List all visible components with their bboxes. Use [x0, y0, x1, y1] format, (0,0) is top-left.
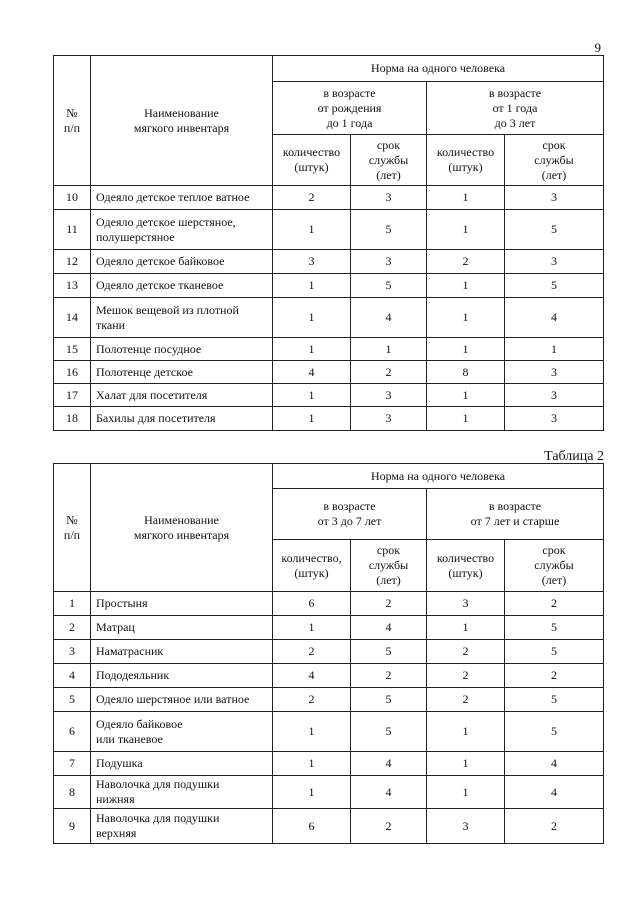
service-life-cell: 5 [505, 274, 604, 298]
item-name: Одеяло детское байковое [91, 250, 273, 274]
service-life-cell: 4 [351, 776, 427, 809]
column-header-age-group-2: в возрасте от 1 года до 3 лет [427, 82, 604, 135]
row-number: 7 [54, 752, 91, 776]
row-number: 15 [54, 338, 91, 361]
row-number: 3 [54, 640, 91, 664]
service-life-cell: 3 [505, 250, 604, 274]
quantity-cell: 1 [273, 298, 351, 338]
quantity-cell: 3 [273, 250, 351, 274]
service-life-cell: 4 [505, 776, 604, 809]
service-life-cell: 2 [505, 664, 604, 688]
service-life-cell: 3 [505, 186, 604, 210]
item-name: Матрац [91, 616, 273, 640]
quantity-cell: 1 [273, 616, 351, 640]
table-row [54, 210, 604, 250]
column-header-age-group-1: в возрасте от рождения до 1 года [273, 82, 427, 135]
item-name: Полотенце посудное [91, 338, 273, 361]
quantity-cell: 8 [427, 361, 505, 384]
service-life-cell: 3 [351, 384, 427, 407]
service-life-cell: 5 [351, 210, 427, 250]
table-row [54, 384, 604, 407]
item-name: Наматрасник [91, 640, 273, 664]
service-life-cell: 2 [351, 809, 427, 844]
service-life-cell: 2 [505, 592, 604, 616]
quantity-cell: 1 [427, 712, 505, 752]
quantity-cell: 1 [427, 210, 505, 250]
service-life-cell: 2 [351, 592, 427, 616]
service-life-cell: 4 [505, 298, 604, 338]
row-number: 6 [54, 712, 91, 752]
table-row [54, 338, 604, 361]
service-life-cell: 4 [351, 298, 427, 338]
quantity-cell: 3 [427, 592, 505, 616]
quantity-cell: 1 [273, 338, 351, 361]
service-life-cell: 5 [505, 616, 604, 640]
service-life-cell: 5 [505, 712, 604, 752]
service-life-cell: 2 [351, 664, 427, 688]
service-life-cell: 4 [351, 616, 427, 640]
item-name: Полотенце детское [91, 361, 273, 384]
inventory-table-2 [53, 463, 604, 844]
quantity-cell: 1 [427, 407, 505, 431]
table-row [54, 688, 604, 712]
table-row [54, 361, 604, 384]
row-number: 11 [54, 210, 91, 250]
table-row [54, 274, 604, 298]
quantity-cell: 4 [273, 664, 351, 688]
table-row [54, 776, 604, 809]
quantity-cell: 2 [427, 640, 505, 664]
service-life-cell: 3 [351, 250, 427, 274]
item-name: Бахилы для посетителя [91, 407, 273, 431]
row-number: 14 [54, 298, 91, 338]
service-life-cell: 3 [351, 407, 427, 431]
item-name: Простыня [91, 592, 273, 616]
table-caption: Таблица 2 [544, 449, 604, 464]
service-life-cell: 5 [505, 640, 604, 664]
item-name: Мешок вещевой из плотной ткани [91, 298, 273, 338]
service-life-cell: 5 [351, 274, 427, 298]
quantity-cell: 4 [273, 361, 351, 384]
service-life-cell: 4 [351, 752, 427, 776]
item-name: Наволочка для подушки нижняя [91, 776, 273, 809]
column-header-service-life: срок службы (лет) [351, 540, 427, 592]
column-header-age-group-1: в возрасте от 3 до 7 лет [273, 489, 427, 540]
row-number: 1 [54, 592, 91, 616]
service-life-cell: 3 [505, 384, 604, 407]
quantity-cell: 1 [427, 186, 505, 210]
item-name: Подушка [91, 752, 273, 776]
quantity-cell: 6 [273, 592, 351, 616]
row-number: 16 [54, 361, 91, 384]
table-row [54, 809, 604, 844]
table-row [54, 616, 604, 640]
item-name: Одеяло детское шерстяное, полушерстяное [91, 210, 273, 250]
quantity-cell: 1 [273, 752, 351, 776]
quantity-cell: 1 [427, 274, 505, 298]
row-number: 13 [54, 274, 91, 298]
quantity-cell: 2 [427, 250, 505, 274]
service-life-cell: 5 [351, 688, 427, 712]
service-life-cell: 5 [351, 640, 427, 664]
column-header-item-name: Наименование мягкого инвентаря [91, 56, 273, 186]
quantity-cell: 1 [273, 407, 351, 431]
table-row [54, 664, 604, 688]
column-header-number: № п/п [54, 464, 91, 592]
column-header-quantity: количество (штук) [427, 540, 505, 592]
table-2-header [54, 464, 604, 592]
service-life-cell: 2 [505, 809, 604, 844]
service-life-cell: 4 [505, 752, 604, 776]
quantity-cell: 1 [427, 338, 505, 361]
page-number: 9 [594, 40, 601, 55]
row-number: 2 [54, 616, 91, 640]
table-row [54, 407, 604, 431]
quantity-cell: 1 [427, 776, 505, 809]
item-name: Халат для посетителя [91, 384, 273, 407]
quantity-cell: 2 [273, 640, 351, 664]
service-life-cell: 3 [505, 361, 604, 384]
table-row [54, 712, 604, 752]
quantity-cell: 3 [427, 809, 505, 844]
item-name: Одеяло байковое или тканевое [91, 712, 273, 752]
service-life-cell: 2 [351, 361, 427, 384]
quantity-cell: 6 [273, 809, 351, 844]
service-life-cell: 1 [351, 338, 427, 361]
column-header-norm: Норма на одного человека [273, 56, 604, 82]
quantity-cell: 1 [273, 384, 351, 407]
row-number: 5 [54, 688, 91, 712]
column-header-quantity: количество, (штук) [273, 540, 351, 592]
column-header-quantity: количество (штук) [273, 135, 351, 186]
column-header-service-life: срок службы (лет) [351, 135, 427, 186]
column-header-service-life: срок службы (лет) [505, 135, 604, 186]
quantity-cell: 1 [427, 384, 505, 407]
service-life-cell: 3 [505, 407, 604, 431]
quantity-cell: 1 [427, 298, 505, 338]
service-life-cell: 5 [351, 712, 427, 752]
service-life-cell: 5 [505, 688, 604, 712]
quantity-cell: 2 [273, 186, 351, 210]
row-number: 9 [54, 809, 91, 844]
item-name: Одеяло детское теплое ватное [91, 186, 273, 210]
row-number: 4 [54, 664, 91, 688]
inventory-table-1 [53, 55, 604, 431]
column-header-number: № п/п [54, 56, 91, 186]
column-header-service-life: срок службы (лет) [505, 540, 604, 592]
row-number: 17 [54, 384, 91, 407]
row-number: 12 [54, 250, 91, 274]
quantity-cell: 1 [427, 752, 505, 776]
row-number: 8 [54, 776, 91, 809]
service-life-cell: 1 [505, 338, 604, 361]
service-life-cell: 3 [351, 186, 427, 210]
column-header-quantity: количество (штук) [427, 135, 505, 186]
table-row [54, 752, 604, 776]
table-row [54, 250, 604, 274]
quantity-cell: 2 [427, 688, 505, 712]
table-row [54, 640, 604, 664]
quantity-cell: 2 [427, 664, 505, 688]
row-number: 18 [54, 407, 91, 431]
column-header-norm: Норма на одного человека [273, 464, 604, 489]
table-row [54, 592, 604, 616]
table-1-header [54, 56, 604, 186]
quantity-cell: 1 [273, 210, 351, 250]
quantity-cell: 1 [273, 274, 351, 298]
quantity-cell: 1 [273, 712, 351, 752]
item-name: Пододеяльник [91, 664, 273, 688]
column-header-item-name: Наименование мягкого инвентаря [91, 464, 273, 592]
table-1-body [54, 186, 604, 431]
row-number: 10 [54, 186, 91, 210]
quantity-cell: 1 [273, 776, 351, 809]
item-name: Одеяло детское тканевое [91, 274, 273, 298]
quantity-cell: 1 [427, 616, 505, 640]
table-row [54, 298, 604, 338]
column-header-age-group-2: в возрасте от 7 лет и старше [427, 489, 604, 540]
item-name: Наволочка для подушки верхняя [91, 809, 273, 844]
table-2-body [54, 592, 604, 844]
service-life-cell: 5 [505, 210, 604, 250]
quantity-cell: 2 [273, 688, 351, 712]
table-row [54, 186, 604, 210]
item-name: Одеяло шерстяное или ватное [91, 688, 273, 712]
